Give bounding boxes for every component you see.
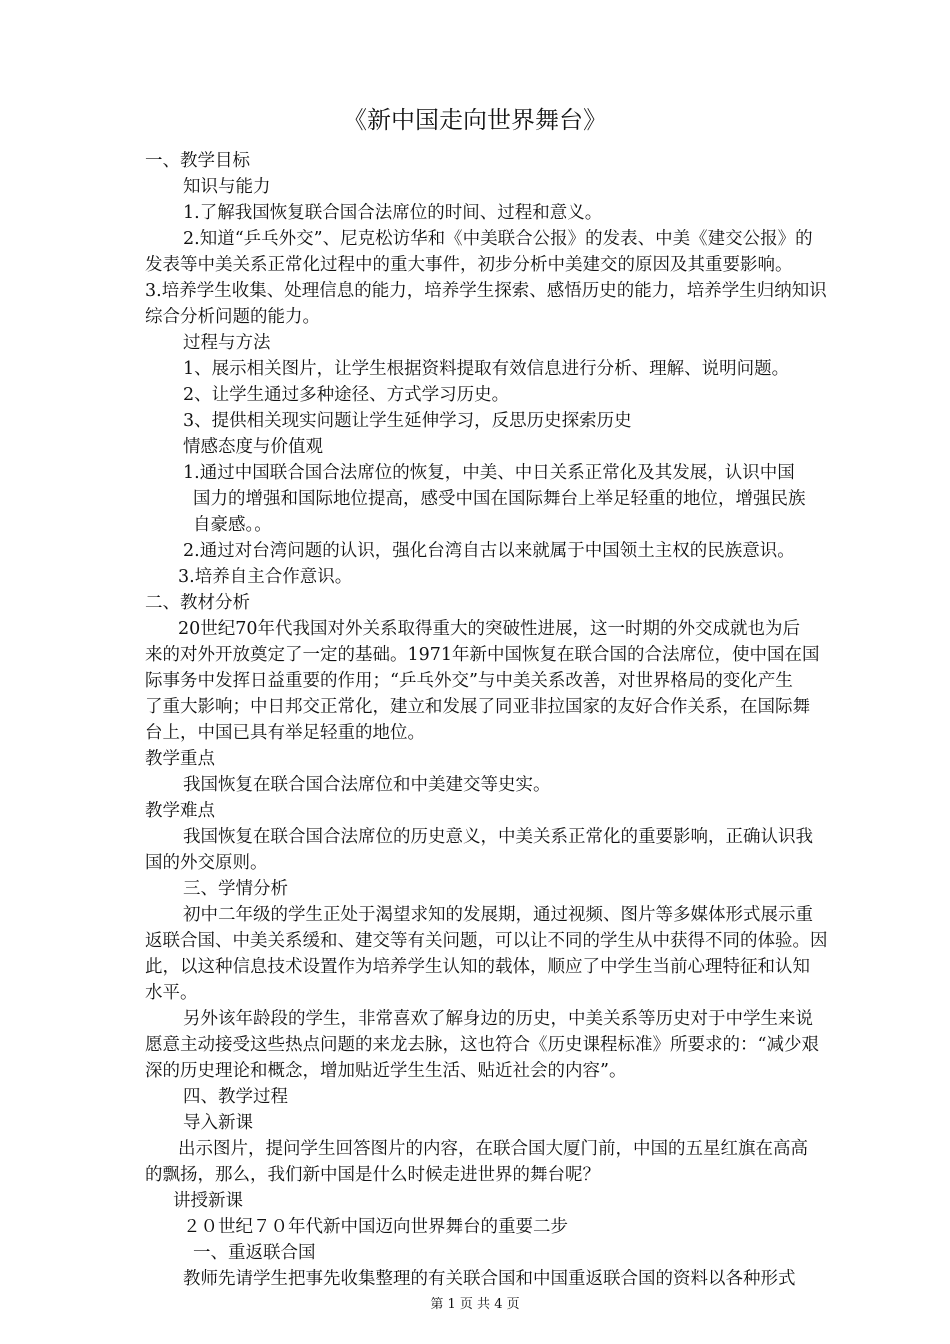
text-line: 另外该年龄段的学生，非常喜欢了解身边的历史，中美关系等历史对于中学生来说 [183, 1009, 813, 1029]
heading-teaching-process: 四、教学过程 [183, 1087, 288, 1107]
text-line: 我国恢复在联合国合法席位和中美建交等史实。 [183, 775, 551, 795]
text-line: 1、展示相关图片，让学生根据资料提取有效信息进行分析、理解、说明问题。 [183, 359, 790, 379]
text-line: 出示图片，提问学生回答图片的内容，在联合国大厦门前，中国的五星红旗在高高 [178, 1139, 808, 1159]
subheading-new-lesson: 讲授新课 [173, 1191, 243, 1211]
text-line: ２０世纪７０年代新中国迈向世界舞台的重要二步 [183, 1217, 568, 1237]
text-line: 国力的增强和国际地位提高，感受中国在国际舞台上举足轻重的地位，增强民族 [193, 489, 806, 509]
text-line: 3、提供相关现实问题让学生延伸学习，反思历史探索历史 [183, 411, 632, 431]
text-line: 3.培养自主合作意识。 [178, 567, 353, 587]
subheading-rejoin-un: 一、重返联合国 [193, 1243, 316, 1263]
text-line: 2.知道“乒乓外交”、尼克松访华和《中美联合公报》的发表、中美《建交公报》的 [183, 229, 813, 249]
heading-material-analysis: 二、教材分析 [145, 593, 250, 613]
text-line: 此，以这种信息技术设置作为培养学生认知的载体，顺应了中学生当前心理特征和认知 [145, 957, 810, 977]
subheading-process: 过程与方法 [183, 333, 271, 353]
text-line: 发表等中美关系正常化过程中的重大事件，初步分析中美建交的原因及其重要影响。 [145, 255, 793, 275]
text-line: 我国恢复在联合国合法席位的历史意义，中美关系正常化的重要影响，正确认识我 [183, 827, 813, 847]
text-line: 1.通过中国联合国合法席位的恢复，中美、中日关系正常化及其发展，认识中国 [183, 463, 795, 483]
text-line: 深的历史理论和概念，增加贴近学生生活、贴近社会的内容”。 [145, 1061, 627, 1081]
document-title: 《新中国走向世界舞台》 [343, 106, 607, 134]
text-line: 综合分析问题的能力。 [145, 307, 320, 327]
text-line: 1.了解我国恢复联合国合法席位的时间、过程和意义。 [183, 203, 603, 223]
text-line: 国的外交原则。 [145, 853, 268, 873]
text-line: 了重大影响；中日邦交正常化，建立和发展了同亚非拉国家的友好合作关系，在国际舞 [145, 697, 810, 717]
subheading-knowledge: 知识与能力 [183, 177, 271, 197]
text-line: 2.通过对台湾问题的认识，强化台湾自古以来就属于中国领土主权的民族意识。 [183, 541, 795, 561]
text-line: 3.培养学生收集、处理信息的能力，培养学生探索、感悟历史的能力，培养学生归纳知识 [145, 281, 827, 301]
subheading-attitude: 情感态度与价值观 [183, 437, 323, 457]
text-line: 2、让学生通过多种途径、方式学习历史。 [183, 385, 510, 405]
heading-difficulties: 教学难点 [145, 801, 215, 821]
text-line: 际事务中发挥日益重要的作用；“乒乓外交”与中美关系改善，对世界格局的变化产生 [145, 671, 793, 691]
subheading-intro: 导入新课 [183, 1113, 253, 1133]
text-line: 20世纪70年代我国对外关系取得重大的突破性进展，这一时期的外交成就也为后 [178, 619, 801, 639]
page-footer: 第 1 页 共 4 页 [430, 1297, 520, 1312]
text-line: 自豪感。。 [193, 515, 272, 535]
heading-key-points: 教学重点 [145, 749, 215, 769]
text-line: 愿意主动接受这些热点问题的来龙去脉，这也符合《历史课程标准》所要求的：“减少艰 [145, 1035, 819, 1055]
text-line: 水平。 [145, 983, 198, 1003]
text-line: 的飘扬，那么，我们新中国是什么时候走进世界的舞台呢？ [145, 1165, 600, 1185]
heading-teaching-goals: 一、教学目标 [145, 151, 250, 171]
text-line: 返联合国、中美关系缓和、建交等有关问题，可以让不同的学生从中获得不同的体验。因 [145, 931, 828, 951]
text-line: 来的对外开放奠定了一定的基础。1971年新中国恢复在联合国的合法席位，使中国在国 [145, 645, 820, 665]
heading-student-analysis: 三、学情分析 [183, 879, 288, 899]
text-line: 台上，中国已具有举足轻重的地位。 [145, 723, 425, 743]
text-line: 教师先请学生把事先收集整理的有关联合国和中国重返联合国的资料以各种形式 [183, 1269, 796, 1289]
text-line: 初中二年级的学生正处于渴望求知的发展期，通过视频、图片等多媒体形式展示重 [183, 905, 813, 925]
